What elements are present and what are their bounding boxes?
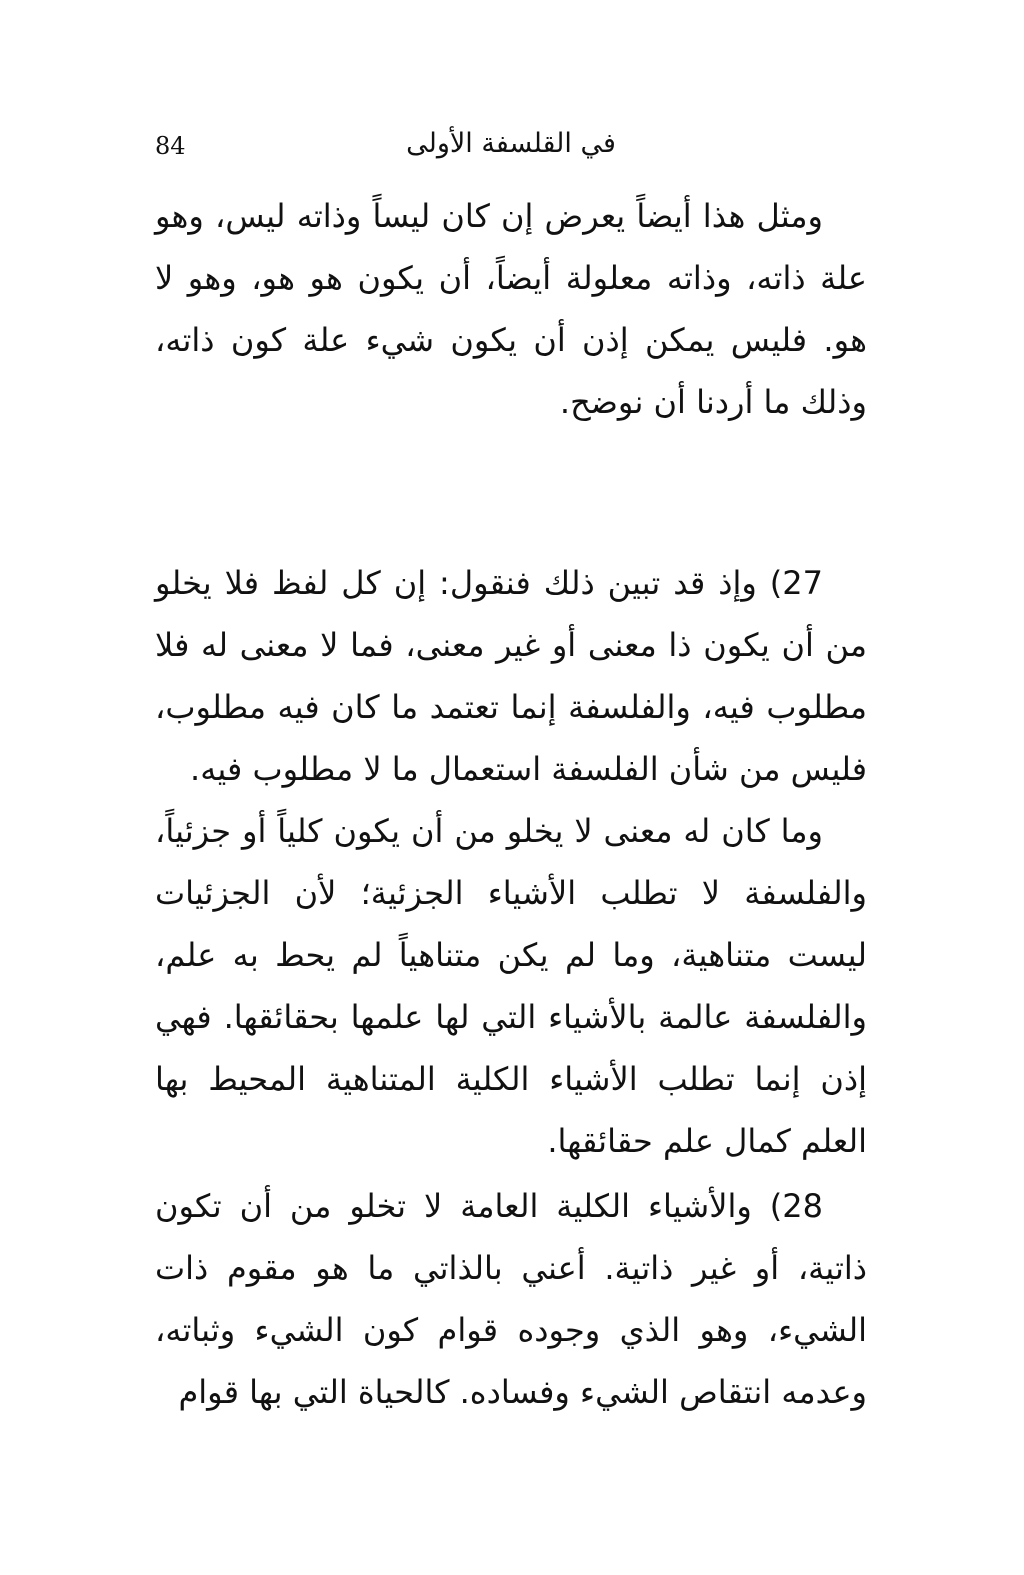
section-27-paragraph-1: 27) وإذ قد تبين ذلك فنقول: إن كل لفظ فلا يخلو من أن يكون ذا معنى أو غير معنى، فما لا معنى له فلا مطلوب فيه، والفلسفة إنما تعتمد ما كان فيه مطلوب، فليس من شأن الفلسفة استعمال ما لا مطلوب فيه. bbox=[155, 564, 867, 788]
intro-paragraph: ومثل هذا أيضاً يعرض إن كان ليساً وذاته ليس، وهو علة ذاته، وذاته معلولة أيضاً، أن يكون هو هو، وهو لا هو. فليس يمكن إذن أن يكون شيء علة كون ذاته، وذلك ما أردنا أن نوضح. bbox=[155, 197, 867, 421]
intro-paragraph-block bbox=[155, 185, 867, 433]
page-header bbox=[155, 122, 867, 172]
section-28 bbox=[155, 1175, 867, 1423]
section-28-paragraph-1: 28) والأشياء الكلية العامة لا تخلو من أن تكون ذاتية، أو غير ذاتية. أعني بالذاتي ما هو مقوم ذات الشيء، وهو الذي وجوده قوام كون الشيء وثباته، وعدمه انتقاص الشيء وفساده. كالحياة التي بها قوام bbox=[155, 1187, 867, 1411]
page-number: 84 bbox=[155, 132, 186, 160]
section-27-paragraph-2: وما كان له معنى لا يخلو من أن يكون كلياً أو جزئياً، والفلسفة لا تطلب الأشياء الجزئية؛ لأن الجزئيات ليست متناهية، وما لم يكن متناهياً لم يحط به علم، والفلسفة عالمة بالأشياء التي لها علمها بحقائقها. فهي إذن إنما تطلب الأشياء الكلية المتناهية المحيط بها العلم كمال علم حقائقها. bbox=[155, 812, 867, 1160]
running-title: في القلسفة الأولى bbox=[406, 128, 616, 159]
section-27 bbox=[155, 552, 867, 1172]
